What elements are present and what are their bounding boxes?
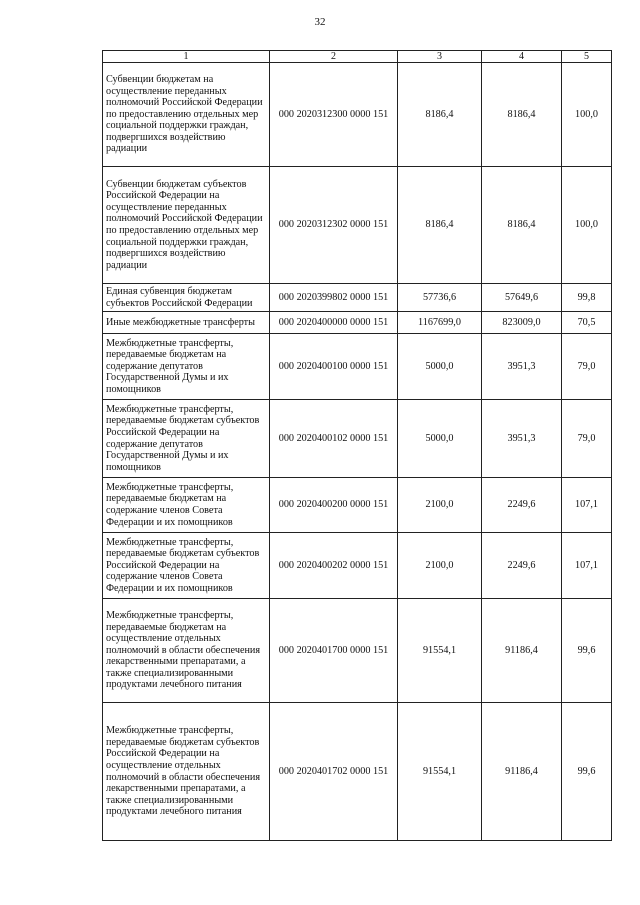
row-actual-value: 91186,4 (482, 703, 562, 841)
column-header-name: 1 (103, 51, 270, 63)
row-plan-value: 5000,0 (398, 334, 482, 400)
row-name: Иные межбюджетные трансферты (103, 312, 270, 334)
table-row (103, 478, 612, 533)
row-percent: 79,0 (562, 334, 612, 400)
row-percent: 107,1 (562, 478, 612, 533)
table-row (103, 284, 612, 312)
row-code: 000 2020400102 0000 151 (270, 400, 398, 478)
column-header-actual: 4 (482, 51, 562, 63)
row-name: Субвенции бюджетам субъектов Российской Федерации на осуществление переданных полномочий Российской Федерации по предоставлению отдельных мер социальной поддержки граждан, подвергшихся воздействию радиации (103, 167, 270, 284)
row-code: 000 2020400100 0000 151 (270, 334, 398, 400)
row-percent: 99,8 (562, 284, 612, 312)
row-code: 000 2020400200 0000 151 (270, 478, 398, 533)
table-row (103, 63, 612, 167)
row-actual-value: 823009,0 (482, 312, 562, 334)
row-plan-value: 2100,0 (398, 533, 482, 599)
column-header-percent: 5 (562, 51, 612, 63)
row-actual-value: 91186,4 (482, 599, 562, 703)
row-plan-value: 8186,4 (398, 63, 482, 167)
row-actual-value: 3951,3 (482, 334, 562, 400)
row-code: 000 2020400000 0000 151 (270, 312, 398, 334)
row-percent: 99,6 (562, 599, 612, 703)
column-header-code: 2 (270, 51, 398, 63)
table-row (103, 703, 612, 841)
row-name: Межбюджетные трансферты, передаваемые бюджетам на осуществление отдельных полномочий в области обеспечения лекарственными препаратами, а также специализированными продуктами лечебного питания (103, 599, 270, 703)
row-code: 000 2020399802 0000 151 (270, 284, 398, 312)
row-percent: 100,0 (562, 167, 612, 284)
row-name: Межбюджетные трансферты, передаваемые бюджетам субъектов Российской Федерации на содержание депутатов Государственной Думы и их помощников (103, 400, 270, 478)
row-name: Межбюджетные трансферты, передаваемые бюджетам на содержание депутатов Государственной Думы и их помощников (103, 334, 270, 400)
row-name: Межбюджетные трансферты, передаваемые бюджетам на содержание членов Совета Федерации и их помощников (103, 478, 270, 533)
row-plan-value: 91554,1 (398, 703, 482, 841)
row-percent: 99,6 (562, 703, 612, 841)
row-actual-value: 8186,4 (482, 167, 562, 284)
table-header-row (103, 51, 612, 63)
table-row (103, 167, 612, 284)
row-code: 000 2020312300 0000 151 (270, 63, 398, 167)
row-percent: 100,0 (562, 63, 612, 167)
row-name: Межбюджетные трансферты, передаваемые бюджетам субъектов Российской Федерации на содержание членов Совета Федерации и их помощников (103, 533, 270, 599)
row-percent: 107,1 (562, 533, 612, 599)
row-plan-value: 57736,6 (398, 284, 482, 312)
table-row (103, 400, 612, 478)
row-percent: 70,5 (562, 312, 612, 334)
row-code: 000 2020312302 0000 151 (270, 167, 398, 284)
row-actual-value: 2249,6 (482, 533, 562, 599)
row-plan-value: 2100,0 (398, 478, 482, 533)
row-name: Субвенции бюджетам на осуществление переданных полномочий Российской Федерации по предоставлению отдельных мер социальной поддержки граждан, подвергшихся воздействию радиации (103, 63, 270, 167)
table-row (103, 334, 612, 400)
table-row (103, 599, 612, 703)
row-plan-value: 5000,0 (398, 400, 482, 478)
column-header-plan: 3 (398, 51, 482, 63)
row-code: 000 2020400202 0000 151 (270, 533, 398, 599)
budget-table (102, 50, 612, 841)
row-plan-value: 91554,1 (398, 599, 482, 703)
row-actual-value: 57649,6 (482, 284, 562, 312)
row-code: 000 2020401702 0000 151 (270, 703, 398, 841)
row-code: 000 2020401700 0000 151 (270, 599, 398, 703)
row-name: Единая субвенция бюджетам субъектов Российской Федерации (103, 284, 270, 312)
row-percent: 79,0 (562, 400, 612, 478)
row-actual-value: 2249,6 (482, 478, 562, 533)
row-plan-value: 1167699,0 (398, 312, 482, 334)
row-plan-value: 8186,4 (398, 167, 482, 284)
table-row (103, 533, 612, 599)
row-actual-value: 3951,3 (482, 400, 562, 478)
row-actual-value: 8186,4 (482, 63, 562, 167)
table-row (103, 312, 612, 334)
page-number: 32 (314, 16, 326, 28)
row-name: Межбюджетные трансферты, передаваемые бюджетам субъектов Российской Федерации на осуществление отдельных полномочий в области обеспечения лекарственными препаратами, а также специализированными продуктами лечебного питания (103, 703, 270, 841)
